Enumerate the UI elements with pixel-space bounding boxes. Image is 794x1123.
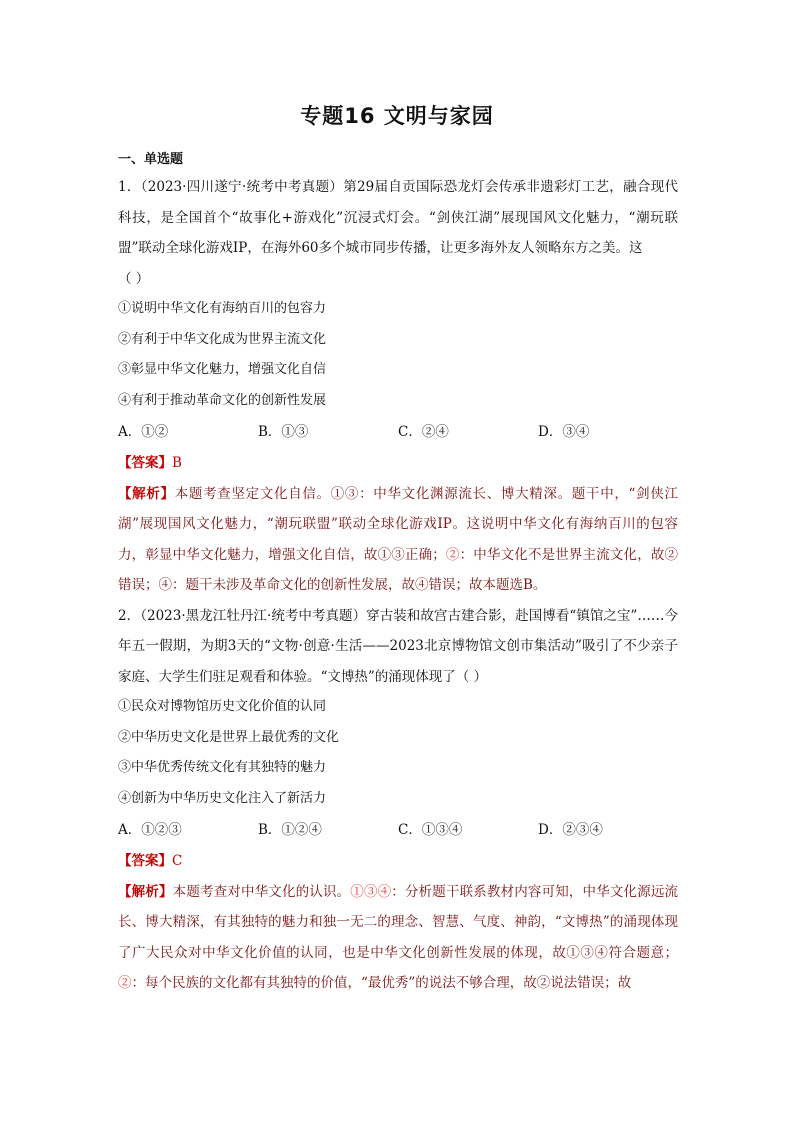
option-statement: ②中华历史文化是世界上最优秀的文化 — [118, 729, 340, 745]
analysis-part: ：分析题干联系教材内容可知，中华文化源远流长、博大精深，有其独特的魅力和独一无二的理念、智慧、气度、神韵，“文博热”的涌现体现了广大民众对中华文化价值的认同，也是中华文化创新性发展的体现，故①③④符合题意； — [118, 883, 679, 961]
analysis-text — [118, 479, 678, 601]
choice-b: B．①③ — [258, 424, 309, 440]
option-statement: ③中华优秀传统文化有其独特的魅力 — [118, 760, 327, 775]
option-statement: ④有利于推动革命文化的创新性发展 — [118, 392, 327, 408]
question-1 — [118, 172, 678, 601]
answer-line — [118, 846, 678, 877]
answer-value: C — [172, 853, 183, 869]
analysis-text — [118, 877, 678, 999]
choice-c: C．①③④ — [398, 822, 463, 838]
option-statement: ③彰显中华文化魅力，增强文化自信 — [118, 362, 327, 377]
choice-b: B．①②④ — [258, 822, 322, 838]
choice-row — [118, 814, 678, 846]
analysis-highlight: ①③④ — [350, 883, 392, 900]
question-stem — [118, 172, 678, 294]
analysis-part: 本题考查坚定文化自信。①③：中华文化渊源流长、博大精深。题干中，“剑侠江湖”展现国风文化魅力，“潮玩联盟”联动全球化游戏IP。这说明中华文化有海纳百川的包容力，彰显中华文化魅力，增强文化自信，故①③正确； — [118, 485, 679, 563]
answer-tag: 【答案】 — [118, 455, 172, 471]
analysis-tag: 【解析】 — [118, 485, 175, 502]
option-statement: ④创新为中华历史文化注入了新活力 — [118, 790, 327, 806]
option-statement: ②有利于中华文化成为世界主流文化 — [118, 331, 327, 347]
option-statement: ①民众对博物馆历史文化价值的认同 — [118, 699, 327, 714]
content-body — [118, 150, 678, 999]
choice-a: A．①② — [118, 424, 169, 440]
choice-d: D．③④ — [538, 424, 590, 440]
question-2 — [118, 601, 678, 999]
question-stem — [118, 601, 678, 693]
question-text: 第29届自贡国际恐龙灯会传承非遗彩灯工艺，融合现代科技，是全国首个“故事化+游戏化”沉浸式灯会。“剑侠江湖”展现国风文化魅力，“潮玩联盟”联动全球化游戏IP，在海外60多个城市同步传播，让更多海外友人领略东方之美。这 — [118, 179, 678, 256]
choice-c: C．②④ — [398, 424, 449, 440]
question-source: （2023·黑龙江牡丹江·统考中考真题） — [140, 607, 367, 624]
choice-row — [118, 416, 678, 448]
choice-a: A．①②③ — [118, 822, 182, 838]
question-source: （2023·四川遂宁·统考中考真题） — [140, 179, 344, 195]
choice-d: D．②③④ — [538, 822, 603, 838]
answer-tag: 【答案】 — [118, 853, 172, 869]
answer-value: B — [172, 455, 182, 471]
analysis-part: ：每个民族的文化都有其独特的价值，“最优秀”的说法不够合理，故②说法错误；故 — [131, 975, 632, 991]
option-statement: ①说明中华文化有海纳百川的包容力 — [118, 301, 327, 316]
question-text: 穿古装和故宫古建合影，赴国博看“镇馆之宝”……今年五一假期，为期3天的“文物·创意·生活——2023北京博物馆文创市集活动”吸引了不少亲子家庭、大学生们驻足观看和体验。“文博热”的涌现体现了（ ） — [118, 607, 678, 685]
analysis-highlight: ② — [445, 546, 460, 563]
analysis-part: ：中华文化不是世界主流文化，故②错误；④：题干未涉及革命文化的创新性发展，故④错误；故本题选B。 — [118, 546, 679, 593]
analysis-part: 本题考查对中华文化的认识。 — [172, 883, 351, 900]
section-heading: 一、单选题 — [118, 152, 184, 167]
page-title: 专题16 文明与家园 — [300, 104, 494, 128]
answer-line — [118, 448, 678, 479]
analysis-highlight: ② — [118, 975, 132, 991]
question-number: 2． — [118, 607, 141, 624]
analysis-tag: 【解析】 — [118, 883, 173, 900]
answer-paren: （ ） — [118, 270, 150, 287]
question-number: 1． — [118, 179, 141, 195]
